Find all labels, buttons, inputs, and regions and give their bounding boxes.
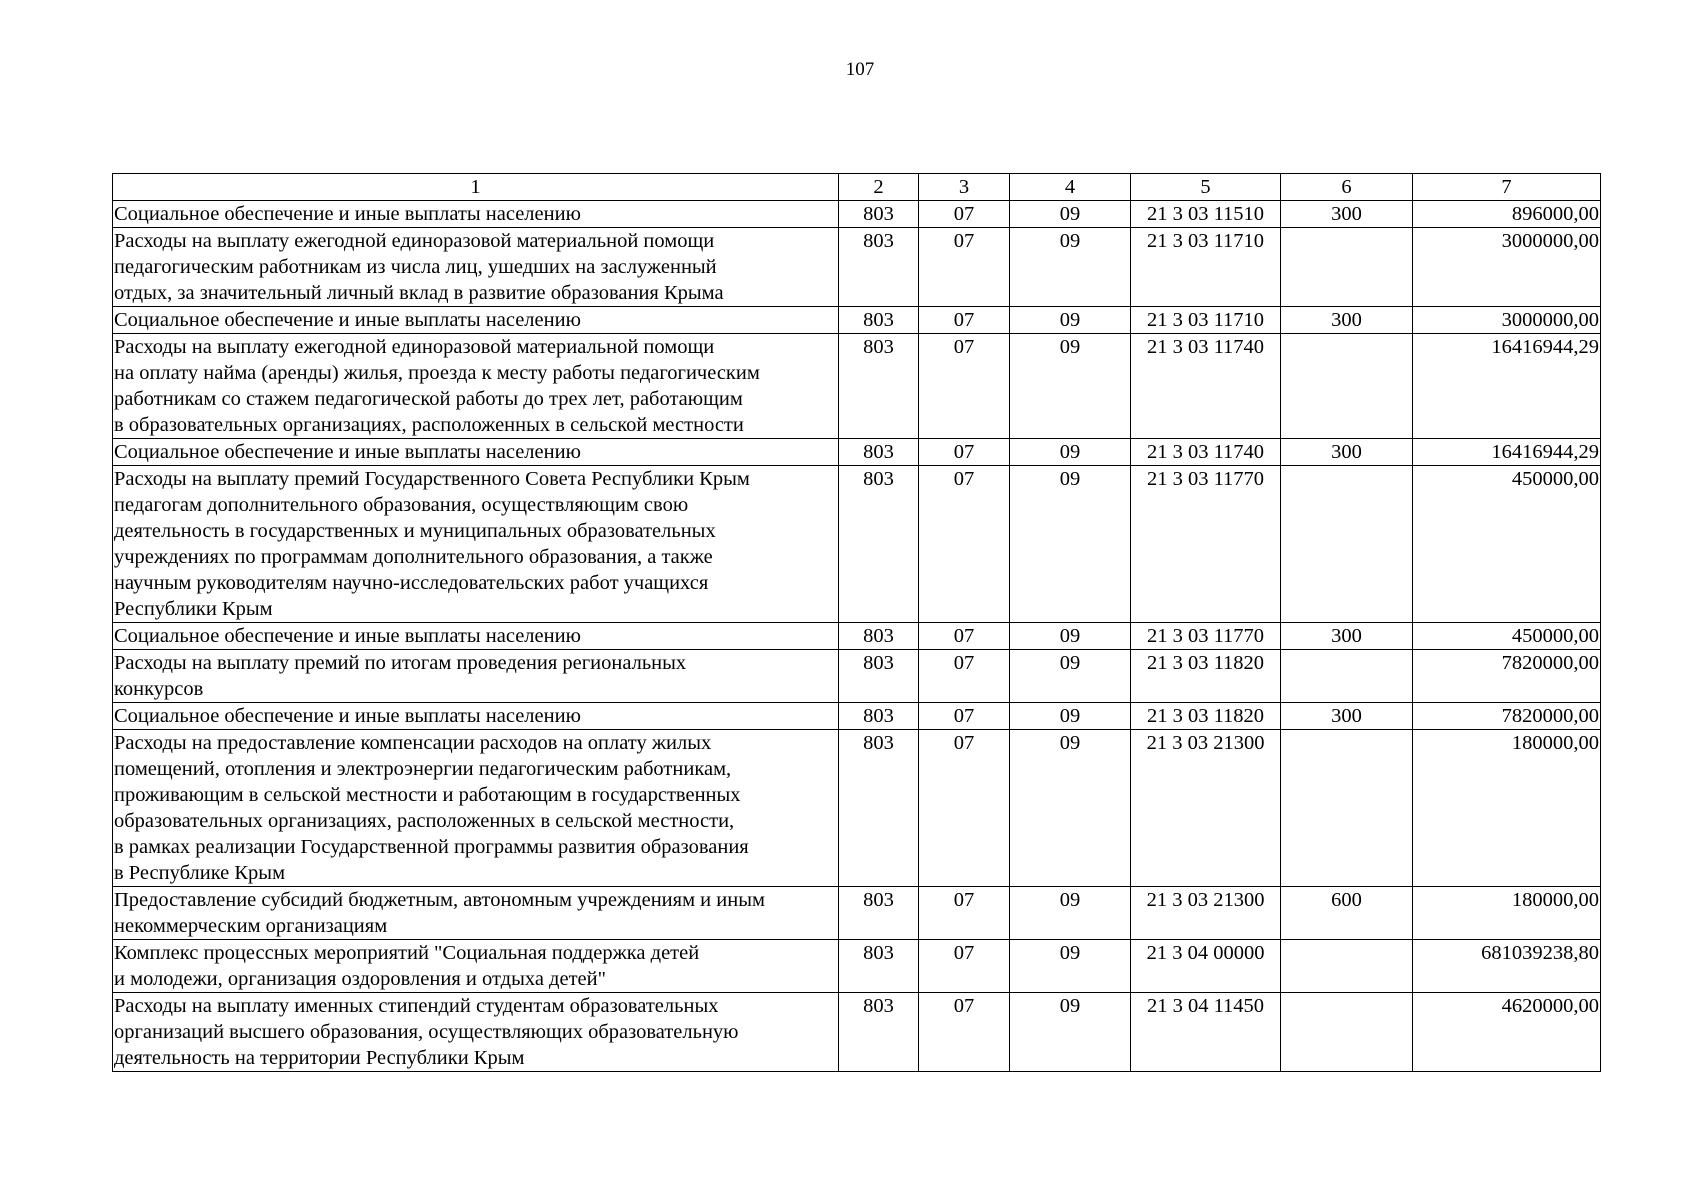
table-row xyxy=(113,334,1601,439)
subsection-code: 09 xyxy=(1010,887,1131,940)
table-row xyxy=(113,940,1601,993)
section-code: 07 xyxy=(919,887,1010,940)
section-code: 07 xyxy=(919,650,1010,703)
target-article-code: 21 3 03 11770 xyxy=(1131,466,1281,623)
table-row xyxy=(113,228,1601,307)
ministry-code: 803 xyxy=(839,730,919,887)
section-code: 07 xyxy=(919,623,1010,650)
table-row xyxy=(113,703,1601,730)
row-description: Социальное обеспечение и иные выплаты населению xyxy=(113,439,839,466)
target-article-code: 21 3 03 11710 xyxy=(1131,307,1281,334)
row-description: Социальное обеспечение и иные выплаты населению xyxy=(113,623,839,650)
expense-type-code: 300 xyxy=(1281,201,1413,228)
expense-type-code xyxy=(1281,334,1413,439)
expense-type-code xyxy=(1281,466,1413,623)
expense-type-code xyxy=(1281,993,1413,1072)
subsection-code: 09 xyxy=(1010,623,1131,650)
row-description: Социальное обеспечение и иные выплаты населению xyxy=(113,703,839,730)
target-article-code: 21 3 03 21300 xyxy=(1131,887,1281,940)
amount: 7820000,00 xyxy=(1413,650,1601,703)
ministry-code: 803 xyxy=(839,439,919,466)
table-row xyxy=(113,307,1601,334)
subsection-code: 09 xyxy=(1010,993,1131,1072)
table-header-row xyxy=(113,174,1601,201)
ministry-code: 803 xyxy=(839,466,919,623)
target-article-code: 21 3 03 11710 xyxy=(1131,228,1281,307)
row-description: Расходы на выплату премий Государственного Совета Республики Крым педагогам дополнительного образования, осуществляющим свою деятельность в государственных и муниципальных образовательных учреждениях по программам дополнительного образования, а также научным руководителям научно-исследовательских работ учащихся Республики Крым xyxy=(113,466,839,623)
amount: 16416944,29 xyxy=(1413,439,1601,466)
column-header-6: 6 xyxy=(1281,174,1413,201)
row-description: Социальное обеспечение и иные выплаты населению xyxy=(113,307,839,334)
row-description: Предоставление субсидий бюджетным, автономным учреждениям и иным некоммерческим организациям xyxy=(113,887,839,940)
subsection-code: 09 xyxy=(1010,228,1131,307)
table-row xyxy=(113,201,1601,228)
row-description: Социальное обеспечение и иные выплаты населению xyxy=(113,201,839,228)
row-description: Расходы на выплату ежегодной единоразовой материальной помощи педагогическим работникам из числа лиц, ушедших на заслуженный отдых, за значительный личный вклад в развитие образования Крыма xyxy=(113,228,839,307)
amount: 180000,00 xyxy=(1413,887,1601,940)
table-row xyxy=(113,439,1601,466)
amount: 450000,00 xyxy=(1413,623,1601,650)
table-row xyxy=(113,650,1601,703)
budget-table xyxy=(112,173,1601,1072)
amount: 3000000,00 xyxy=(1413,228,1601,307)
target-article-code: 21 3 03 11820 xyxy=(1131,703,1281,730)
expense-type-code xyxy=(1281,650,1413,703)
target-article-code: 21 3 03 11770 xyxy=(1131,623,1281,650)
expense-type-code: 300 xyxy=(1281,703,1413,730)
column-header-5: 5 xyxy=(1131,174,1281,201)
section-code: 07 xyxy=(919,307,1010,334)
expense-type-code xyxy=(1281,730,1413,887)
subsection-code: 09 xyxy=(1010,439,1131,466)
section-code: 07 xyxy=(919,993,1010,1072)
section-code: 07 xyxy=(919,228,1010,307)
table-row xyxy=(113,623,1601,650)
ministry-code: 803 xyxy=(839,650,919,703)
target-article-code: 21 3 03 11740 xyxy=(1131,334,1281,439)
ministry-code: 803 xyxy=(839,228,919,307)
column-header-2: 2 xyxy=(839,174,919,201)
table-row xyxy=(113,730,1601,887)
ministry-code: 803 xyxy=(839,201,919,228)
ministry-code: 803 xyxy=(839,887,919,940)
subsection-code: 09 xyxy=(1010,940,1131,993)
section-code: 07 xyxy=(919,201,1010,228)
row-description: Комплекс процессных мероприятий "Социальная поддержка детей и молодежи, организация оздоровления и отдыха детей" xyxy=(113,940,839,993)
subsection-code: 09 xyxy=(1010,650,1131,703)
table-row xyxy=(113,887,1601,940)
ministry-code: 803 xyxy=(839,307,919,334)
section-code: 07 xyxy=(919,703,1010,730)
target-article-code: 21 3 04 11450 xyxy=(1131,993,1281,1072)
expense-type-code xyxy=(1281,940,1413,993)
section-code: 07 xyxy=(919,940,1010,993)
subsection-code: 09 xyxy=(1010,466,1131,623)
ministry-code: 803 xyxy=(839,623,919,650)
section-code: 07 xyxy=(919,466,1010,623)
ministry-code: 803 xyxy=(839,334,919,439)
expense-type-code: 300 xyxy=(1281,439,1413,466)
section-code: 07 xyxy=(919,730,1010,887)
target-article-code: 21 3 04 00000 xyxy=(1131,940,1281,993)
subsection-code: 09 xyxy=(1010,334,1131,439)
section-code: 07 xyxy=(919,439,1010,466)
subsection-code: 09 xyxy=(1010,703,1131,730)
row-description: Расходы на выплату премий по итогам проведения региональных конкурсов xyxy=(113,650,839,703)
column-header-3: 3 xyxy=(919,174,1010,201)
target-article-code: 21 3 03 11510 xyxy=(1131,201,1281,228)
expense-type-code xyxy=(1281,228,1413,307)
amount: 3000000,00 xyxy=(1413,307,1601,334)
row-description: Расходы на выплату именных стипендий студентам образовательных организаций высшего образования, осуществляющих образовательную деятельность на территории Республики Крым xyxy=(113,993,839,1072)
column-header-4: 4 xyxy=(1010,174,1131,201)
amount: 4620000,00 xyxy=(1413,993,1601,1072)
amount: 896000,00 xyxy=(1413,201,1601,228)
table-row xyxy=(113,466,1601,623)
table-row xyxy=(113,993,1601,1072)
page-number: 107 xyxy=(845,59,875,80)
column-header-7: 7 xyxy=(1413,174,1601,201)
amount: 180000,00 xyxy=(1413,730,1601,887)
row-description: Расходы на предоставление компенсации расходов на оплату жилых помещений, отопления и электроэнергии педагогическим работникам, проживающим в сельской местности и работающим в государственных образовательных организациях, расположенных в сельской местности, в рамках реализации Государственной программы развития образования в Республике Крым xyxy=(113,730,839,887)
expense-type-code: 600 xyxy=(1281,887,1413,940)
ministry-code: 803 xyxy=(839,703,919,730)
target-article-code: 21 3 03 21300 xyxy=(1131,730,1281,887)
amount: 7820000,00 xyxy=(1413,703,1601,730)
column-header-1: 1 xyxy=(113,174,839,201)
target-article-code: 21 3 03 11820 xyxy=(1131,650,1281,703)
ministry-code: 803 xyxy=(839,993,919,1072)
expense-type-code: 300 xyxy=(1281,623,1413,650)
subsection-code: 09 xyxy=(1010,307,1131,334)
amount: 681039238,80 xyxy=(1413,940,1601,993)
ministry-code: 803 xyxy=(839,940,919,993)
row-description: Расходы на выплату ежегодной единоразовой материальной помощи на оплату найма (аренды) жилья, проезда к месту работы педагогическим работникам со стажем педагогической работы до трех лет, работающим в образовательных организациях, расположенных в сельской местности xyxy=(113,334,839,439)
target-article-code: 21 3 03 11740 xyxy=(1131,439,1281,466)
subsection-code: 09 xyxy=(1010,201,1131,228)
amount: 16416944,29 xyxy=(1413,334,1601,439)
subsection-code: 09 xyxy=(1010,730,1131,887)
section-code: 07 xyxy=(919,334,1010,439)
amount: 450000,00 xyxy=(1413,466,1601,623)
expense-type-code: 300 xyxy=(1281,307,1413,334)
